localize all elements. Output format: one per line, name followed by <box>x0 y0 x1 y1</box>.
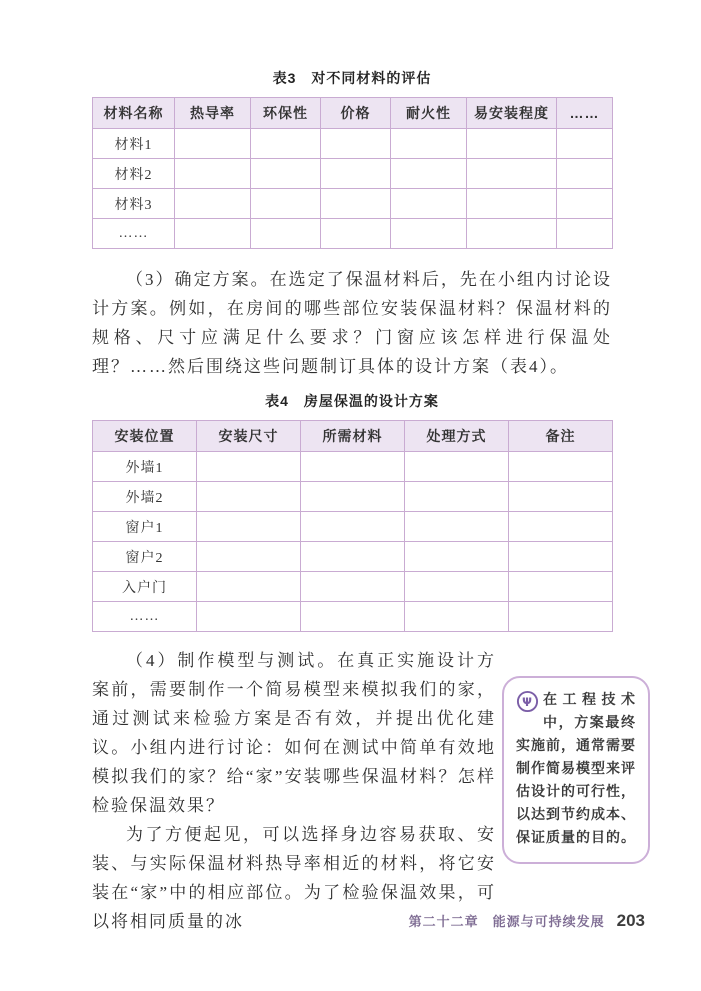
empty-cell <box>467 189 557 219</box>
row-label: 外墙1 <box>93 452 197 482</box>
table-row <box>93 482 613 512</box>
empty-cell <box>405 602 509 632</box>
table-row <box>93 129 613 159</box>
empty-cell <box>251 219 321 249</box>
table3-header-row <box>93 98 613 129</box>
paragraph-step3: （3）确定方案。在选定了保温材料后，先在小组内讨论设计方案。例如，在房间的哪些部位安装保温材料？保温材料的规格、尺寸应满足什么要求？门窗应该怎样进行保温处理？……然后围绕这些问题制订具体的设计方案（表4）。 <box>92 270 612 376</box>
sprout-circle-icon <box>516 690 539 713</box>
table4-header-cell: 安装位置 <box>93 421 197 452</box>
empty-cell <box>321 189 391 219</box>
empty-cell <box>301 452 405 482</box>
empty-cell <box>251 189 321 219</box>
empty-cell <box>321 159 391 189</box>
svg-text:Ψ: Ψ <box>522 694 533 709</box>
empty-cell <box>197 542 301 572</box>
table3-header-cell: 耐火性 <box>391 98 467 129</box>
table3-header-cell: …… <box>557 98 613 129</box>
paragraph-step4: （4）制作模型与测试。在真正实施设计方案前，需要制作一个简易模型来模拟我们的家，通过测试来检验方案是否有效，并提出优化建议。小组内进行讨论：如何在测试中简单有效地模拟我们的家？给“家”安装哪些保温材料？怎样检验保温效果？ <box>92 651 496 815</box>
empty-cell <box>405 542 509 572</box>
empty-cell <box>175 159 251 189</box>
empty-cell <box>301 572 405 602</box>
empty-cell <box>391 129 467 159</box>
page-footer <box>409 911 645 931</box>
empty-cell <box>509 482 613 512</box>
empty-cell <box>391 189 467 219</box>
table-row <box>93 542 613 572</box>
table-row <box>93 189 613 219</box>
empty-cell <box>251 159 321 189</box>
empty-cell <box>467 159 557 189</box>
table3-header-cell: 材料名称 <box>93 98 175 129</box>
row-label: …… <box>93 602 197 632</box>
table4-insulation-design <box>92 420 613 632</box>
empty-cell <box>321 219 391 249</box>
table4-header-cell: 处理方式 <box>405 421 509 452</box>
row-label: 外墙2 <box>93 482 197 512</box>
empty-cell <box>301 602 405 632</box>
table-row <box>93 159 613 189</box>
table3-header-cell: 易安装程度 <box>467 98 557 129</box>
paragraph-testing: 为了方便起见，可以选择身边容易获取、安装、与实际保温材料热导率相近的材料，将它安装在“家”中的相应部位。为了检验保温效果，可以将相同质量的冰 <box>92 825 496 931</box>
empty-cell <box>197 482 301 512</box>
empty-cell <box>197 512 301 542</box>
row-label: …… <box>93 219 175 249</box>
footer-page-number: 203 <box>616 911 645 930</box>
empty-cell <box>467 129 557 159</box>
empty-cell <box>557 159 613 189</box>
table3-materials-evaluation <box>92 97 613 249</box>
table3-caption: 表3 对不同材料的评估 <box>272 70 432 86</box>
empty-cell <box>197 452 301 482</box>
empty-cell <box>405 452 509 482</box>
empty-cell <box>197 572 301 602</box>
table3-header-cell: 价格 <box>321 98 391 129</box>
row-label: 材料1 <box>93 129 175 159</box>
table4-caption: 表4 房屋保温的设计方案 <box>265 393 439 409</box>
empty-cell <box>251 129 321 159</box>
empty-cell <box>467 219 557 249</box>
empty-cell <box>557 129 613 159</box>
empty-cell <box>405 512 509 542</box>
empty-cell <box>391 219 467 249</box>
table-row <box>93 572 613 602</box>
table-row <box>93 452 613 482</box>
empty-cell <box>509 452 613 482</box>
empty-cell <box>509 512 613 542</box>
table4-header-row <box>93 421 613 452</box>
empty-cell <box>175 189 251 219</box>
empty-cell <box>175 129 251 159</box>
empty-cell <box>175 219 251 249</box>
empty-cell <box>509 542 613 572</box>
empty-cell <box>197 602 301 632</box>
empty-cell <box>557 219 613 249</box>
row-label: 窗户2 <box>93 542 197 572</box>
table4-header-cell: 安装尺寸 <box>197 421 301 452</box>
table-row <box>93 602 613 632</box>
table4-header-cell: 所需材料 <box>301 421 405 452</box>
empty-cell <box>557 189 613 219</box>
row-label: 材料3 <box>93 189 175 219</box>
footer-chapter-title: 第二十二章 能源与可持续发展 <box>408 914 605 929</box>
table-row <box>93 512 613 542</box>
empty-cell <box>405 482 509 512</box>
empty-cell <box>301 542 405 572</box>
empty-cell <box>509 572 613 602</box>
row-label: 入户门 <box>93 572 197 602</box>
empty-cell <box>301 512 405 542</box>
empty-cell <box>405 572 509 602</box>
table-row <box>93 219 613 249</box>
table3-header-cell: 热导率 <box>175 98 251 129</box>
table4-header-cell: 备注 <box>509 421 613 452</box>
engineering-tip-box <box>502 676 650 864</box>
row-label: 材料2 <box>93 159 175 189</box>
empty-cell <box>509 602 613 632</box>
empty-cell <box>301 482 405 512</box>
empty-cell <box>321 129 391 159</box>
table3-header-cell: 环保性 <box>251 98 321 129</box>
row-label: 窗户1 <box>93 512 197 542</box>
empty-cell <box>391 159 467 189</box>
tip-text: 在工程技术中，方案最终实施前，通常需要制作简易模型来评估设计的可行性，以达到节约成本、保证质量的目的。 <box>516 693 636 846</box>
